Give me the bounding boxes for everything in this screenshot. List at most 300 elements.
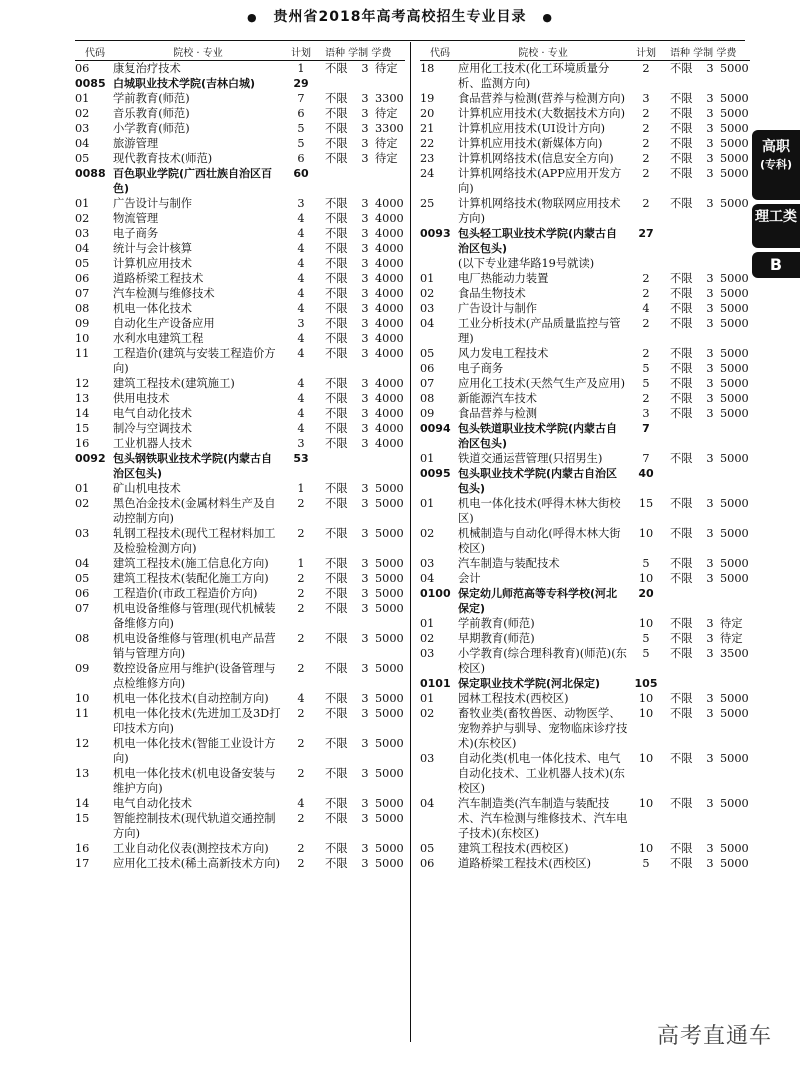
major-code: 23	[420, 152, 435, 165]
major-lang: 不限	[325, 152, 348, 165]
major-fee: 4000	[375, 197, 404, 210]
major-fee: 4000	[375, 407, 404, 420]
major-code: 06	[420, 857, 435, 870]
table-row	[420, 286, 750, 301]
major-lang: 不限	[325, 392, 348, 405]
table-row	[75, 811, 405, 841]
major-plan: 4	[297, 287, 305, 300]
major-plan: 2	[297, 707, 305, 720]
major-name: 汽车检测与维修技术	[113, 287, 215, 300]
major-years: 3	[361, 557, 369, 570]
major-fee: 5000	[720, 692, 749, 705]
major-lang: 不限	[670, 617, 693, 630]
major-name: 小学教育(综合理科教育)(师范)(东校区)	[458, 647, 627, 675]
major-years: 3	[361, 257, 369, 270]
major-fee: 5000	[720, 392, 749, 405]
major-fee: 3300	[375, 122, 404, 135]
major-fee: 4000	[375, 242, 404, 255]
major-years: 3	[706, 62, 714, 75]
major-plan: 2	[642, 122, 650, 135]
table-row	[420, 136, 750, 151]
major-lang: 不限	[325, 407, 348, 420]
major-fee: 5000	[720, 347, 749, 360]
major-years: 3	[361, 482, 369, 495]
table-row	[420, 346, 750, 361]
school-row	[420, 421, 750, 451]
major-code: 02	[420, 707, 435, 720]
major-lang: 不限	[325, 332, 348, 345]
school-row	[75, 76, 405, 91]
major-code: 07	[75, 602, 90, 615]
major-name: 风力发电工程技术	[458, 347, 549, 360]
major-name: 应用化工技术(天然气生产及应用)	[458, 377, 625, 390]
major-lang: 不限	[670, 317, 693, 330]
header-plan: 计划	[636, 47, 656, 59]
major-code: 02	[420, 527, 435, 540]
major-years: 3	[361, 197, 369, 210]
major-lang: 不限	[325, 422, 348, 435]
major-code: 08	[420, 392, 435, 405]
major-code: 04	[420, 572, 435, 585]
table-row	[75, 346, 405, 376]
major-fee: 5000	[375, 842, 404, 855]
major-code: 05	[75, 152, 90, 165]
school-code: 0094	[420, 422, 451, 435]
major-name: 机电设备维修与管理(现代机械装备维修方向)	[113, 602, 276, 630]
major-name: 供用电技术	[113, 392, 170, 405]
major-years: 3	[706, 857, 714, 870]
major-fee: 5000	[375, 482, 404, 495]
major-code: 12	[75, 377, 90, 390]
major-lang: 不限	[325, 137, 348, 150]
major-plan: 3	[297, 197, 305, 210]
major-fee: 5000	[375, 707, 404, 720]
major-plan: 2	[642, 167, 650, 180]
major-name: 工业机器人技术	[113, 437, 193, 450]
major-name: 水利水电建筑工程	[113, 332, 204, 345]
major-lang: 不限	[670, 497, 693, 510]
major-years: 3	[706, 707, 714, 720]
major-name: 旅游管理	[113, 137, 159, 150]
major-plan: 2	[297, 587, 305, 600]
table-row	[75, 376, 405, 391]
major-name: 计算机网络技术(信息安全方向)	[458, 152, 614, 165]
right-table-body	[420, 61, 750, 871]
table-row	[420, 121, 750, 136]
table-row	[75, 226, 405, 241]
major-code: 24	[420, 167, 435, 180]
major-code: 05	[75, 572, 90, 585]
table-row	[75, 436, 405, 451]
major-name: 电厂热能动力装置	[458, 272, 549, 285]
major-fee: 5000	[720, 527, 749, 540]
major-name: 统计与会计核算	[113, 242, 193, 255]
major-code: 11	[75, 707, 90, 720]
major-plan: 2	[642, 107, 650, 120]
major-lang: 不限	[670, 377, 693, 390]
major-years: 3	[361, 422, 369, 435]
major-years: 3	[706, 392, 714, 405]
major-fee: 5000	[375, 857, 404, 870]
major-lang: 不限	[325, 857, 348, 870]
table-row	[75, 316, 405, 331]
major-lang: 不限	[670, 857, 693, 870]
table-row	[420, 616, 750, 631]
major-years: 3	[706, 497, 714, 510]
major-years: 3	[706, 92, 714, 105]
major-name: 铁道交通运营管理(只招男生)	[458, 452, 603, 465]
major-name: 计算机网络技术(APP应用开发方向)	[458, 167, 622, 195]
major-lang: 不限	[325, 662, 348, 675]
table-row	[75, 691, 405, 706]
major-fee: 5000	[375, 797, 404, 810]
table-row	[75, 586, 405, 601]
major-years: 3	[361, 527, 369, 540]
major-plan: 2	[642, 272, 650, 285]
major-plan: 4	[297, 332, 305, 345]
major-code: 07	[75, 287, 90, 300]
major-code: 13	[75, 767, 90, 780]
major-fee: 3500	[720, 647, 749, 660]
major-plan: 4	[297, 272, 305, 285]
major-code: 12	[75, 737, 90, 750]
major-lang: 不限	[325, 812, 348, 825]
major-code: 14	[75, 407, 90, 420]
school-name: 包头铁道职业技术学院(内蒙古自治区包头)	[458, 422, 618, 450]
table-row	[75, 106, 405, 121]
major-fee: 4000	[375, 347, 404, 360]
major-years: 3	[706, 197, 714, 210]
major-plan: 4	[642, 302, 650, 315]
major-plan: 2	[642, 62, 650, 75]
major-plan: 4	[297, 407, 305, 420]
column-divider	[410, 42, 411, 1042]
major-code: 11	[75, 347, 90, 360]
major-years: 3	[361, 302, 369, 315]
major-fee: 5000	[720, 752, 749, 765]
major-lang: 不限	[325, 62, 348, 75]
major-name: 道路桥梁工程技术(西校区)	[458, 857, 592, 870]
major-fee: 5000	[720, 797, 749, 810]
major-fee: 4000	[375, 317, 404, 330]
major-code: 13	[75, 392, 90, 405]
major-name: 矿山机电技术	[113, 482, 181, 495]
major-code: 04	[75, 557, 90, 570]
school-code: 0085	[75, 77, 106, 90]
school-code: 0095	[420, 467, 451, 480]
major-plan: 2	[642, 137, 650, 150]
major-years: 3	[361, 242, 369, 255]
major-lang: 不限	[325, 557, 348, 570]
major-plan: 2	[297, 842, 305, 855]
school-name: 包头钢铁职业技术学院(内蒙古自治区包头)	[113, 452, 273, 480]
major-lang: 不限	[670, 842, 693, 855]
major-fee: 4000	[375, 332, 404, 345]
major-code: 01	[420, 452, 435, 465]
major-lang: 不限	[325, 437, 348, 450]
major-lang: 不限	[325, 527, 348, 540]
table-row	[420, 391, 750, 406]
major-name: 道路桥梁工程技术	[113, 272, 204, 285]
major-plan: 10	[638, 842, 654, 855]
major-code: 14	[75, 797, 90, 810]
major-fee: 5000	[375, 497, 404, 510]
major-years: 3	[361, 122, 369, 135]
major-years: 3	[361, 692, 369, 705]
major-years: 3	[706, 107, 714, 120]
major-years: 3	[361, 377, 369, 390]
major-code: 02	[420, 632, 435, 645]
major-code: 01	[75, 197, 90, 210]
major-lang: 不限	[670, 152, 693, 165]
school-code: 0088	[75, 167, 106, 180]
major-lang: 不限	[325, 197, 348, 210]
major-name: 学前教育(师范)	[113, 92, 190, 105]
table-row	[420, 556, 750, 571]
major-years: 3	[706, 797, 714, 810]
major-code: 04	[75, 242, 90, 255]
major-code: 08	[75, 632, 90, 645]
major-lang: 不限	[670, 707, 693, 720]
major-lang: 不限	[670, 107, 693, 120]
tab-vocational	[752, 130, 800, 200]
major-name: 自动化类(机电一体化技术、电气自动化技术、工业机器人技术)(东校区)	[458, 752, 625, 795]
table-row	[420, 631, 750, 646]
major-code: 04	[420, 797, 435, 810]
major-plan: 2	[642, 317, 650, 330]
major-plan: 2	[297, 497, 305, 510]
table-row	[75, 706, 405, 736]
major-lang: 不限	[325, 317, 348, 330]
major-code: 02	[75, 107, 90, 120]
major-plan: 3	[297, 437, 305, 450]
header-name: 院校 · 专业	[173, 47, 223, 59]
major-name: 康复治疗技术	[113, 62, 181, 75]
page-header	[0, 6, 800, 26]
major-lang: 不限	[325, 707, 348, 720]
table-row	[75, 241, 405, 256]
major-fee: 5000	[375, 662, 404, 675]
major-plan: 2	[642, 347, 650, 360]
major-lang: 不限	[325, 107, 348, 120]
major-code: 01	[420, 617, 435, 630]
header-meta: 语种 学制 学费	[670, 47, 737, 59]
major-name: 食品营养与检测(营养与检测方向)	[458, 92, 625, 105]
major-lang: 不限	[325, 347, 348, 360]
major-plan: 4	[297, 347, 305, 360]
major-fee: 4000	[375, 257, 404, 270]
major-plan: 4	[297, 422, 305, 435]
major-fee: 5000	[375, 737, 404, 750]
major-years: 3	[361, 767, 369, 780]
major-code: 16	[75, 437, 90, 450]
header-meta: 语种 学制 学费	[325, 47, 392, 59]
major-plan: 5	[642, 632, 650, 645]
watermark: 高考直通车	[656, 1024, 772, 1049]
school-row	[420, 226, 750, 256]
header-code: 代码	[430, 47, 450, 59]
major-lang: 不限	[325, 212, 348, 225]
major-fee: 待定	[375, 152, 398, 165]
major-plan: 5	[642, 647, 650, 660]
major-fee: 待定	[375, 137, 398, 150]
table-row	[75, 526, 405, 556]
major-name: 计算机应用技术	[113, 257, 193, 270]
row-code	[420, 256, 458, 271]
table-row	[420, 91, 750, 106]
major-lang: 不限	[670, 362, 693, 375]
major-years: 3	[361, 737, 369, 750]
major-years: 3	[361, 62, 369, 75]
table-row	[420, 841, 750, 856]
major-years: 3	[706, 527, 714, 540]
major-years: 3	[706, 362, 714, 375]
major-code: 04	[420, 317, 435, 330]
major-name: 机电一体化技术	[113, 302, 193, 315]
major-name: 建筑工程技术(建筑施工)	[113, 377, 235, 390]
major-fee: 5000	[720, 137, 749, 150]
table-row	[75, 571, 405, 586]
school-plan: 53	[293, 452, 309, 465]
school-plan: 105	[634, 677, 658, 690]
major-name: 建筑工程技术(西校区)	[458, 842, 569, 855]
school-name: 白城职业技术学院(吉林白城)	[113, 77, 256, 90]
major-fee: 5000	[720, 407, 749, 420]
major-name: 应用化工技术(化工环境质量分析、监测方向)	[458, 62, 610, 90]
major-years: 3	[361, 107, 369, 120]
major-years: 3	[706, 137, 714, 150]
table-row	[75, 406, 405, 421]
major-name: 物流管理	[113, 212, 159, 225]
table-row	[420, 106, 750, 121]
major-lang: 不限	[325, 302, 348, 315]
major-code: 19	[420, 92, 435, 105]
major-name: 数控设备应用与维护(设备管理与点检维修方向)	[113, 662, 276, 690]
major-lang: 不限	[670, 167, 693, 180]
school-name: 包头职业技术学院(内蒙古自治区包头)	[458, 467, 618, 495]
major-code: 18	[420, 62, 435, 75]
major-code: 02	[420, 287, 435, 300]
major-years: 3	[706, 617, 714, 630]
major-lang: 不限	[325, 257, 348, 270]
major-years: 3	[361, 287, 369, 300]
major-fee: 5000	[375, 527, 404, 540]
major-lang: 不限	[325, 242, 348, 255]
table-row	[420, 451, 750, 466]
tab-vocational-sub: (专科)	[759, 158, 793, 171]
major-name: 新能源汽车技术	[458, 392, 538, 405]
major-fee: 5000	[720, 707, 749, 720]
major-plan: 2	[297, 527, 305, 540]
major-lang: 不限	[670, 407, 693, 420]
major-fee: 5000	[375, 587, 404, 600]
school-name: 保定职业技术学院(河北保定)	[458, 677, 601, 690]
table-row	[420, 571, 750, 586]
major-fee: 4000	[375, 392, 404, 405]
major-years: 3	[706, 752, 714, 765]
major-lang: 不限	[325, 497, 348, 510]
major-fee: 5000	[720, 497, 749, 510]
major-fee: 待定	[375, 107, 398, 120]
major-years: 3	[361, 347, 369, 360]
major-plan: 2	[297, 602, 305, 615]
major-years: 3	[706, 377, 714, 390]
major-lang: 不限	[670, 347, 693, 360]
major-years: 3	[361, 407, 369, 420]
major-name: 工业自动化仪表(测控技术方向)	[113, 842, 269, 855]
major-plan: 5	[642, 377, 650, 390]
major-years: 3	[706, 272, 714, 285]
major-code: 01	[75, 482, 90, 495]
major-plan: 10	[638, 617, 654, 630]
major-code: 07	[420, 377, 435, 390]
major-code: 15	[75, 812, 90, 825]
table-header	[75, 42, 405, 61]
major-years: 3	[706, 167, 714, 180]
major-years: 3	[706, 842, 714, 855]
major-name: 建筑工程技术(施工信息化方向)	[113, 557, 269, 570]
major-code: 03	[75, 227, 90, 240]
major-code: 05	[420, 842, 435, 855]
school-row	[420, 676, 750, 691]
major-lang: 不限	[670, 752, 693, 765]
school-row	[420, 586, 750, 616]
major-lang: 不限	[670, 392, 693, 405]
major-plan: 2	[297, 812, 305, 825]
major-name: 机电设备维修与管理(机电产品营销与管理方向)	[113, 632, 276, 660]
major-years: 3	[706, 302, 714, 315]
table-row	[75, 766, 405, 796]
major-code: 16	[75, 842, 90, 855]
header-name: 院校 · 专业	[518, 47, 568, 59]
major-plan: 7	[297, 92, 305, 105]
header-code: 代码	[85, 47, 105, 59]
table-header	[420, 42, 750, 61]
major-fee: 5000	[720, 167, 749, 180]
major-code: 09	[420, 407, 435, 420]
major-name: 汽车制造与装配技术	[458, 557, 560, 570]
major-years: 3	[706, 347, 714, 360]
major-plan: 5	[642, 557, 650, 570]
table-row	[75, 211, 405, 226]
major-code: 02	[75, 212, 90, 225]
major-name: 机械制造与自动化(呼得木林大街校区)	[458, 527, 621, 555]
major-plan: 10	[638, 572, 654, 585]
table-row	[420, 706, 750, 751]
major-fee: 5000	[375, 692, 404, 705]
major-years: 3	[706, 632, 714, 645]
major-code: 09	[75, 662, 90, 675]
header-rule	[75, 40, 745, 41]
table-row	[75, 256, 405, 271]
major-years: 3	[361, 92, 369, 105]
major-fee: 5000	[720, 302, 749, 315]
major-code: 21	[420, 122, 435, 135]
table-row	[420, 526, 750, 556]
school-code: 0100	[420, 587, 451, 600]
major-code: 22	[420, 137, 435, 150]
major-years: 3	[361, 392, 369, 405]
major-years: 3	[706, 407, 714, 420]
major-lang: 不限	[325, 122, 348, 135]
major-code: 06	[75, 587, 90, 600]
major-lang: 不限	[325, 587, 348, 600]
major-name: 计算机应用技术(新媒体方向)	[458, 137, 603, 150]
major-lang: 不限	[325, 287, 348, 300]
major-fee: 5000	[375, 572, 404, 585]
major-plan: 3	[642, 92, 650, 105]
major-years: 3	[361, 812, 369, 825]
